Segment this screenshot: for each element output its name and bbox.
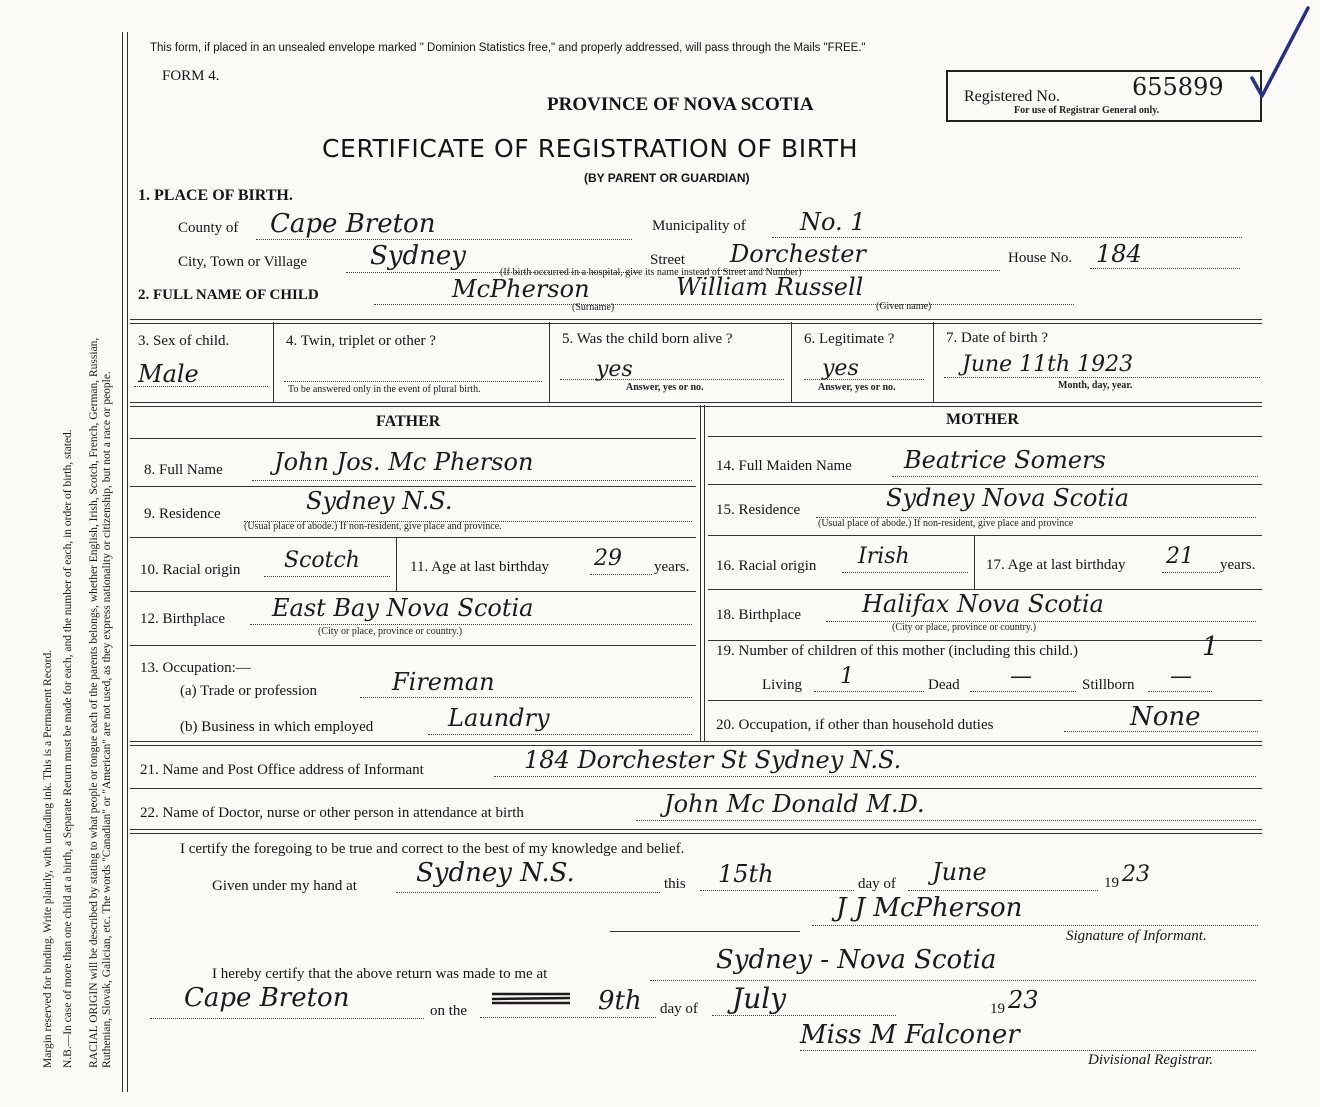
- margin-note-racial-origin-2: Ruthenian, Slovak, Galician, etc. The words "Canadian" or "American" are not used, as they express nationality or citizenship, but not a race or people.: [101, 371, 113, 1068]
- father-birthplace-value: East Bay Nova Scotia: [272, 594, 534, 622]
- municipality-value: No. 1: [800, 208, 866, 236]
- doctor-label: 22. Name of Doctor, nurse or other person in attendance at birth: [140, 805, 524, 821]
- mother-birthplace-value: Halifax Nova Scotia: [862, 590, 1104, 618]
- mother-birthplace-label: 18. Birthplace: [716, 607, 801, 623]
- legitimate-value: yes: [822, 356, 859, 381]
- born-alive-label: 5. Was the child born alive ?: [562, 331, 733, 347]
- surname-caption: (Surname): [572, 302, 615, 313]
- date-of-birth-note: Month, day, year.: [1058, 380, 1133, 391]
- margin-rule-inner: [127, 32, 128, 1092]
- date-of-birth-value: June 11th 1923: [962, 352, 1134, 377]
- mother-age-value: 21: [1166, 544, 1194, 569]
- margin-note-binding: Margin reserved for binding. Write plainly, with unfading ink. This is a Permanent Record.: [42, 649, 54, 1068]
- father-racial-origin-value: Scotch: [284, 548, 360, 573]
- given-year-value: 23: [1122, 862, 1150, 887]
- stillborn-value: —: [1170, 664, 1192, 689]
- father-business-value: Laundry: [448, 704, 550, 732]
- father-name-label: 8. Full Name: [144, 462, 223, 478]
- informant-signature-caption: Signature of Informant.: [1066, 928, 1207, 944]
- street-label: Street: [650, 252, 685, 268]
- living-value: 1: [840, 664, 854, 689]
- living-label: Living: [762, 677, 802, 693]
- father-residence-label: 9. Residence: [144, 506, 221, 522]
- this-label: this: [664, 876, 686, 892]
- mother-age-label: 17. Age at last birthday: [986, 557, 1126, 573]
- informant-value: 184 Dorchester St Sydney N.S.: [524, 746, 902, 774]
- registrar-day-of-label: day of: [660, 1001, 698, 1017]
- place-heading: 1. PLACE OF BIRTH.: [138, 187, 293, 204]
- father-age-unit: years.: [654, 559, 690, 575]
- mother-racial-origin-label: 16. Racial origin: [716, 558, 817, 574]
- county-label: County of: [178, 220, 239, 236]
- father-occupation-label: 13. Occupation:—: [140, 660, 251, 676]
- informant-certify-statement: I certify the foregoing to be true and correct to the best of my knowledge and belief.: [180, 841, 685, 857]
- municipality-label: Municipality of: [652, 218, 746, 234]
- dead-value: —: [1010, 664, 1032, 689]
- mother-racial-origin-value: Irish: [858, 544, 910, 569]
- registrar-year-prefix: 19: [990, 1001, 1005, 1017]
- given-name-caption: (Given name): [876, 301, 932, 312]
- given-year-prefix: 19: [1104, 875, 1119, 891]
- father-age-label: 11. Age at last birthday: [410, 559, 549, 575]
- on-the-label: on the: [430, 1003, 468, 1019]
- document-subtitle: (BY PARENT OR GUARDIAN): [584, 171, 750, 185]
- house-number-label: House No.: [1008, 250, 1073, 266]
- struck-out-text: [490, 988, 572, 1008]
- father-birthplace-note: (City or place, province or country.): [318, 626, 463, 637]
- twin-note: To be answered only in the event of plural birth.: [288, 384, 481, 395]
- legitimate-label: 6. Legitimate ?: [804, 331, 895, 347]
- father-trade-value: Fireman: [392, 668, 495, 696]
- mother-occupation-label: 20. Occupation, if other than household duties: [716, 717, 994, 733]
- registrar-month-value: July: [732, 982, 787, 1015]
- given-month-value: June: [932, 858, 987, 886]
- mother-residence-value: Sydney Nova Scotia: [886, 484, 1130, 512]
- father-business-label: (b) Business in which employed: [180, 719, 374, 735]
- mother-age-unit: years.: [1220, 557, 1256, 573]
- mother-residence-note: (Usual place of abode.) If non-resident, give place and province: [818, 518, 1074, 529]
- registrar-certify-statement: I hereby certify that the above return was made to me at: [212, 966, 548, 982]
- county-value: Cape Breton: [270, 209, 436, 239]
- registrar-county-value: Cape Breton: [184, 983, 350, 1013]
- registered-value: 655899: [1132, 73, 1224, 101]
- document-title: CERTIFICATE OF REGISTRATION OF BIRTH: [322, 134, 859, 163]
- registrar-signature-caption: Divisional Registrar.: [1088, 1052, 1214, 1068]
- father-name-value: John Jos. Mc Pherson: [274, 448, 534, 476]
- postage-notice: This form, if placed in an unsealed envelope marked " Dominion Statistics free," and properly addressed, will pass through the Mails "FREE.": [150, 42, 866, 54]
- child-given-name-value: William Russell: [676, 273, 864, 301]
- registered-number-box: [946, 70, 1262, 122]
- dead-label: Dead: [928, 677, 960, 693]
- father-trade-label: (a) Trade or profession: [180, 683, 318, 699]
- twin-label: 4. Twin, triplet or other ?: [286, 333, 436, 349]
- registrar-signature: Miss M Falconer: [800, 1020, 1020, 1050]
- father-heading: FATHER: [376, 413, 441, 430]
- born-alive-value: yes: [596, 357, 633, 382]
- father-birthplace-label: 12. Birthplace: [140, 611, 225, 627]
- mother-occupation-value: None: [1130, 702, 1201, 732]
- child-surname-value: McPherson: [452, 275, 590, 303]
- mother-children-label: 19. Number of children of this mother (including this child.): [716, 643, 1079, 659]
- mother-residence-label: 15. Residence: [716, 502, 801, 518]
- registrar-day-value: 9th: [598, 986, 642, 1016]
- mother-birthplace-note: (City or place, province or country.): [892, 622, 1037, 633]
- margin-rule: [122, 32, 123, 1092]
- sex-value: Male: [138, 360, 199, 388]
- given-day-value: 15th: [718, 860, 774, 888]
- given-place-value: Sydney N.S.: [416, 858, 575, 888]
- check-mark: [1244, 4, 1314, 104]
- given-under-hand-label: Given under my hand at: [212, 878, 357, 894]
- form-number: FORM 4.: [162, 68, 220, 84]
- registered-label: Registered No.: [964, 88, 1060, 105]
- doctor-value: John Mc Donald M.D.: [664, 790, 925, 818]
- father-residence-note: (Usual place of abode.) If non-resident, give place and province.: [244, 521, 502, 532]
- street-value: Dorchester: [730, 240, 866, 268]
- mother-heading: MOTHER: [946, 411, 1019, 428]
- mother-name-label: 14. Full Maiden Name: [716, 458, 852, 474]
- sex-label: 3. Sex of child.: [138, 333, 230, 349]
- mother-name-value: Beatrice Somers: [904, 446, 1106, 474]
- legitimate-note: Answer, yes or no.: [818, 382, 896, 393]
- child-name-label: 2. FULL NAME OF CHILD: [138, 287, 319, 303]
- father-racial-origin-label: 10. Racial origin: [140, 562, 241, 578]
- margin-note-multiple-births: N.B.—In case of more than one child at a birth, a Separate Return must be made for each, and the number of each, in order of birth, stated.: [62, 429, 74, 1068]
- informant-label: 21. Name and Post Office address of Informant: [140, 762, 424, 778]
- stillborn-label: Stillborn: [1082, 677, 1135, 693]
- mother-children-value: 1: [1202, 632, 1219, 662]
- margin-note-racial-origin-1: RACIAL ORIGIN will be described by stating to what people or tongue each of the parents belongs, whether English, Irish, Scotch, French, German, Russian,: [88, 337, 100, 1068]
- city-label: City, Town or Village: [178, 254, 308, 270]
- father-residence-value: Sydney N.S.: [306, 487, 453, 515]
- house-number-value: 184: [1096, 240, 1142, 268]
- registrar-place-value: Sydney - Nova Scotia: [716, 945, 997, 975]
- father-age-value: 29: [594, 546, 622, 571]
- province-heading: PROVINCE OF NOVA SCOTIA: [547, 94, 814, 115]
- given-day-of-label: day of: [858, 876, 896, 892]
- hospital-note: (If birth occurred in a hospital, give its name instead of Street and Number): [500, 267, 802, 278]
- informant-signature: J J McPherson: [836, 893, 1023, 923]
- registrar-note: For use of Registrar General only.: [1014, 105, 1160, 116]
- born-alive-note: Answer, yes or no.: [626, 382, 704, 393]
- city-value: Sydney: [370, 241, 466, 271]
- registrar-year-value: 23: [1008, 986, 1039, 1014]
- date-of-birth-label: 7. Date of birth ?: [946, 330, 1049, 346]
